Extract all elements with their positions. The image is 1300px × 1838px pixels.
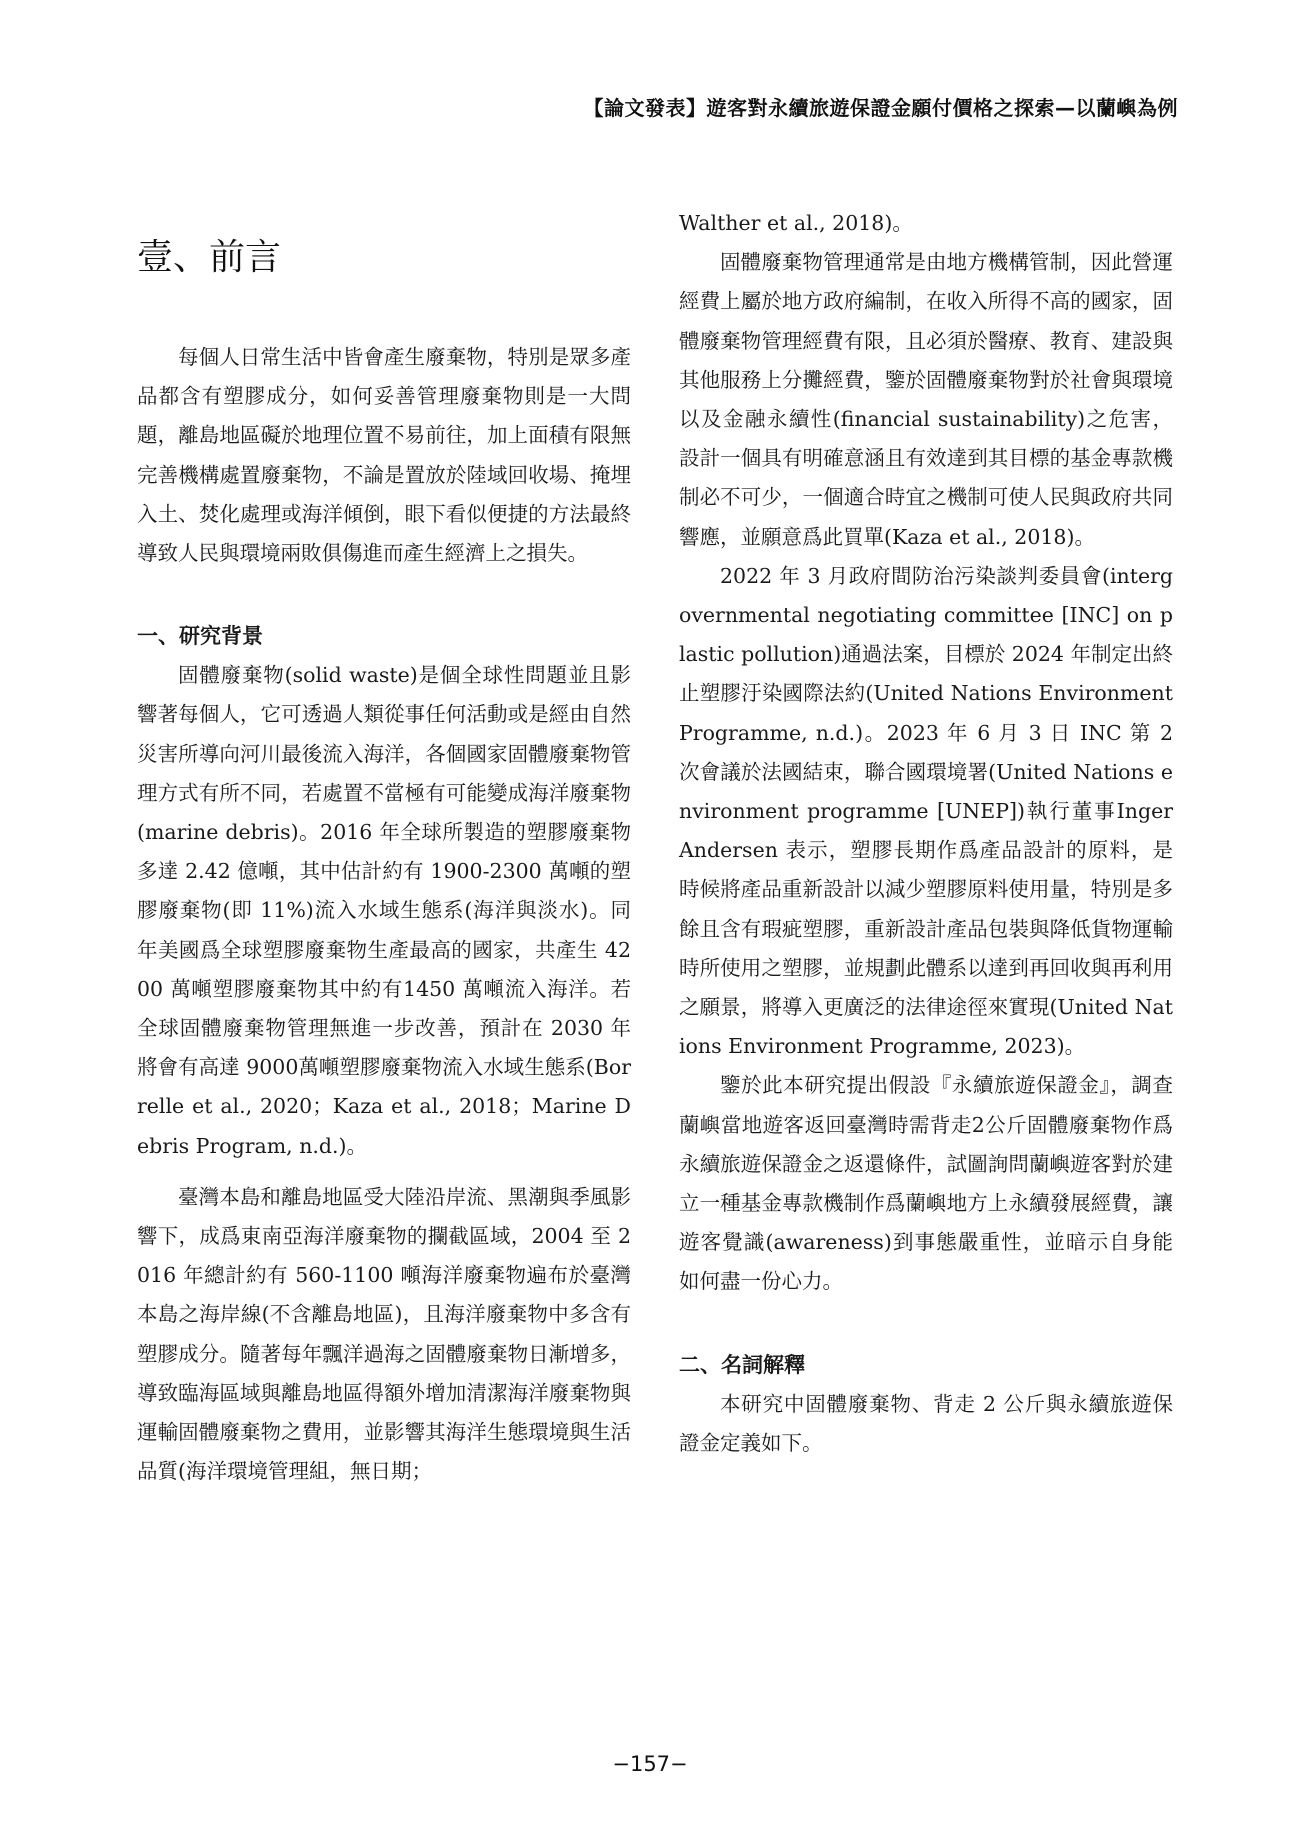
right-column [679, 204, 1173, 1463]
page-number: −157− [612, 1752, 688, 1776]
background-paragraph-1: 固體廢棄物(solid waste)是個全球性問題並且影響著每個人，它可透過人類從事任何活動或是經由自然災害所導向河川最後流入海洋，各個國家固體廢棄物管理方式有所不同，若處置不當極有可能變成海洋廢棄物(marine debris)。2016 年全球所製造的塑膠廢棄物多達 2.42 億噸，其中估計約有 1900-2300 萬噸的塑膠廢棄物(即 11%)流入水域生態系(海洋與淡水)。同年美國爲全球塑膠廢棄物生產最高的國家，共產生 4200 萬噸塑膠廢棄物其中約有1450 萬噸流入海洋。若全球固體廢棄物管理無進一步改善，預計在 2030 年將會有高達 9000萬噸塑膠廢棄物流入水域生態系(Borrelle et al., 2020；Kaza et al., 2018；Marine Debris Program, n.d.)。 [137, 663, 631, 1158]
inc-paragraph: 2022 年 3 月政府間防治污染談判委員會(intergovernmental negotiating committee [INC] on plastic pollution)通過法案，目標於 2024 年制定出終止塑膠汙染國際法約(United Nations Environment Programme, n.d.)。2023 年 6 月 3 日 INC 第 2 次會議於法國結束，聯合國環境署(United Nations environment programme [UNEP])執行董事Inger Andersen 表示，塑膠長期作爲產品設計的原料，是時候將產品重新設計以減少塑膠原料使用量，特別是多餘且含有瑕疵塑膠，重新設計產品包裝與降低貨物運輸時所使用之塑膠，並規劃此體系以達到再回收與再利用之願景，將導入更廣泛的法律途徑來實現(United Nations Environment Programme, 2023)。 [679, 563, 1173, 1059]
citation-continuation: Walther et al., 2018)。 [679, 211, 913, 235]
intro-paragraph: 每個人日常生活中皆會產生廢棄物，特別是眾多產品都含有塑膠成分，如何妥善管理廢棄物則是一大問題，離島地區礙於地理位置不易前往，加上面積有限無完善機構處置廢棄物，不論是置放於陸域回收場、掩埋入土、焚化處理或海洋傾倒，眼下看似便捷的方法最終導致人民與環境兩敗俱傷進而產生經濟上之損失。 [137, 345, 631, 566]
definitions-paragraph: 本研究中固體廢棄物、背走 2 公斤與永續旅遊保證金定義如下。 [679, 1391, 1173, 1455]
running-header: 【論文發表】遊客對永續旅遊保證金願付價格之探索—以蘭嶼為例 [583, 96, 1178, 120]
left-column [137, 228, 631, 1491]
section-heading-definitions: 二、名詞解釋 [679, 1352, 805, 1377]
management-paragraph: 固體廢棄物管理通常是由地方機構管制，因此營運經費上屬於地方政府編制，在收入所得不高的國家，固體廢棄物管理經費有限，且必須於醫療、教育、建設與其他服務上分攤經費，鑒於固體廢棄物對於社會與環境以及金融永續性(financial sustainability)之危害，設計一個具有明確意涵且有效達到其目標的基金專款機制必不可少，一個適合時宜之機制可使人民與政府共同響應，並願意爲此買單(Kaza et al., 2018)。 [679, 250, 1173, 549]
section-heading-research-background: 一、研究背景 [137, 624, 263, 649]
hypothesis-paragraph: 鑒於此本研究提出假設『永續旅遊保證金』，調查蘭嶼當地遊客返回臺灣時需背走2公斤固體廢棄物作爲永續旅遊保證金之返還條件，試圖詢問蘭嶼遊客對於建立一種基金專款機制作爲蘭嶼地方上永續發展經費，讓遊客覺識(awareness)到事態嚴重性，並暗示自身能如何盡一份心力。 [679, 1073, 1173, 1294]
chapter-title: 壹、前言 [137, 237, 282, 278]
background-paragraph-2: 臺灣本島和離島地區受大陸沿岸流、黑潮與季風影響下，成爲東南亞海洋廢棄物的攔截區域，2004 至 2016 年總計約有 560-1100 噸海洋廢棄物遍布於臺灣本島之海岸線(不含離島地區)，且海洋廢棄物中多含有塑膠成分。隨著每年飄洋過海之固體廢棄物日漸增多，導致臨海區域與離島地區得額外增加清潔海洋廢棄物與運輸固體廢棄物之費用，並影響其海洋生態環境與生活品質(海洋環境管理組，無日期； [137, 1184, 631, 1484]
